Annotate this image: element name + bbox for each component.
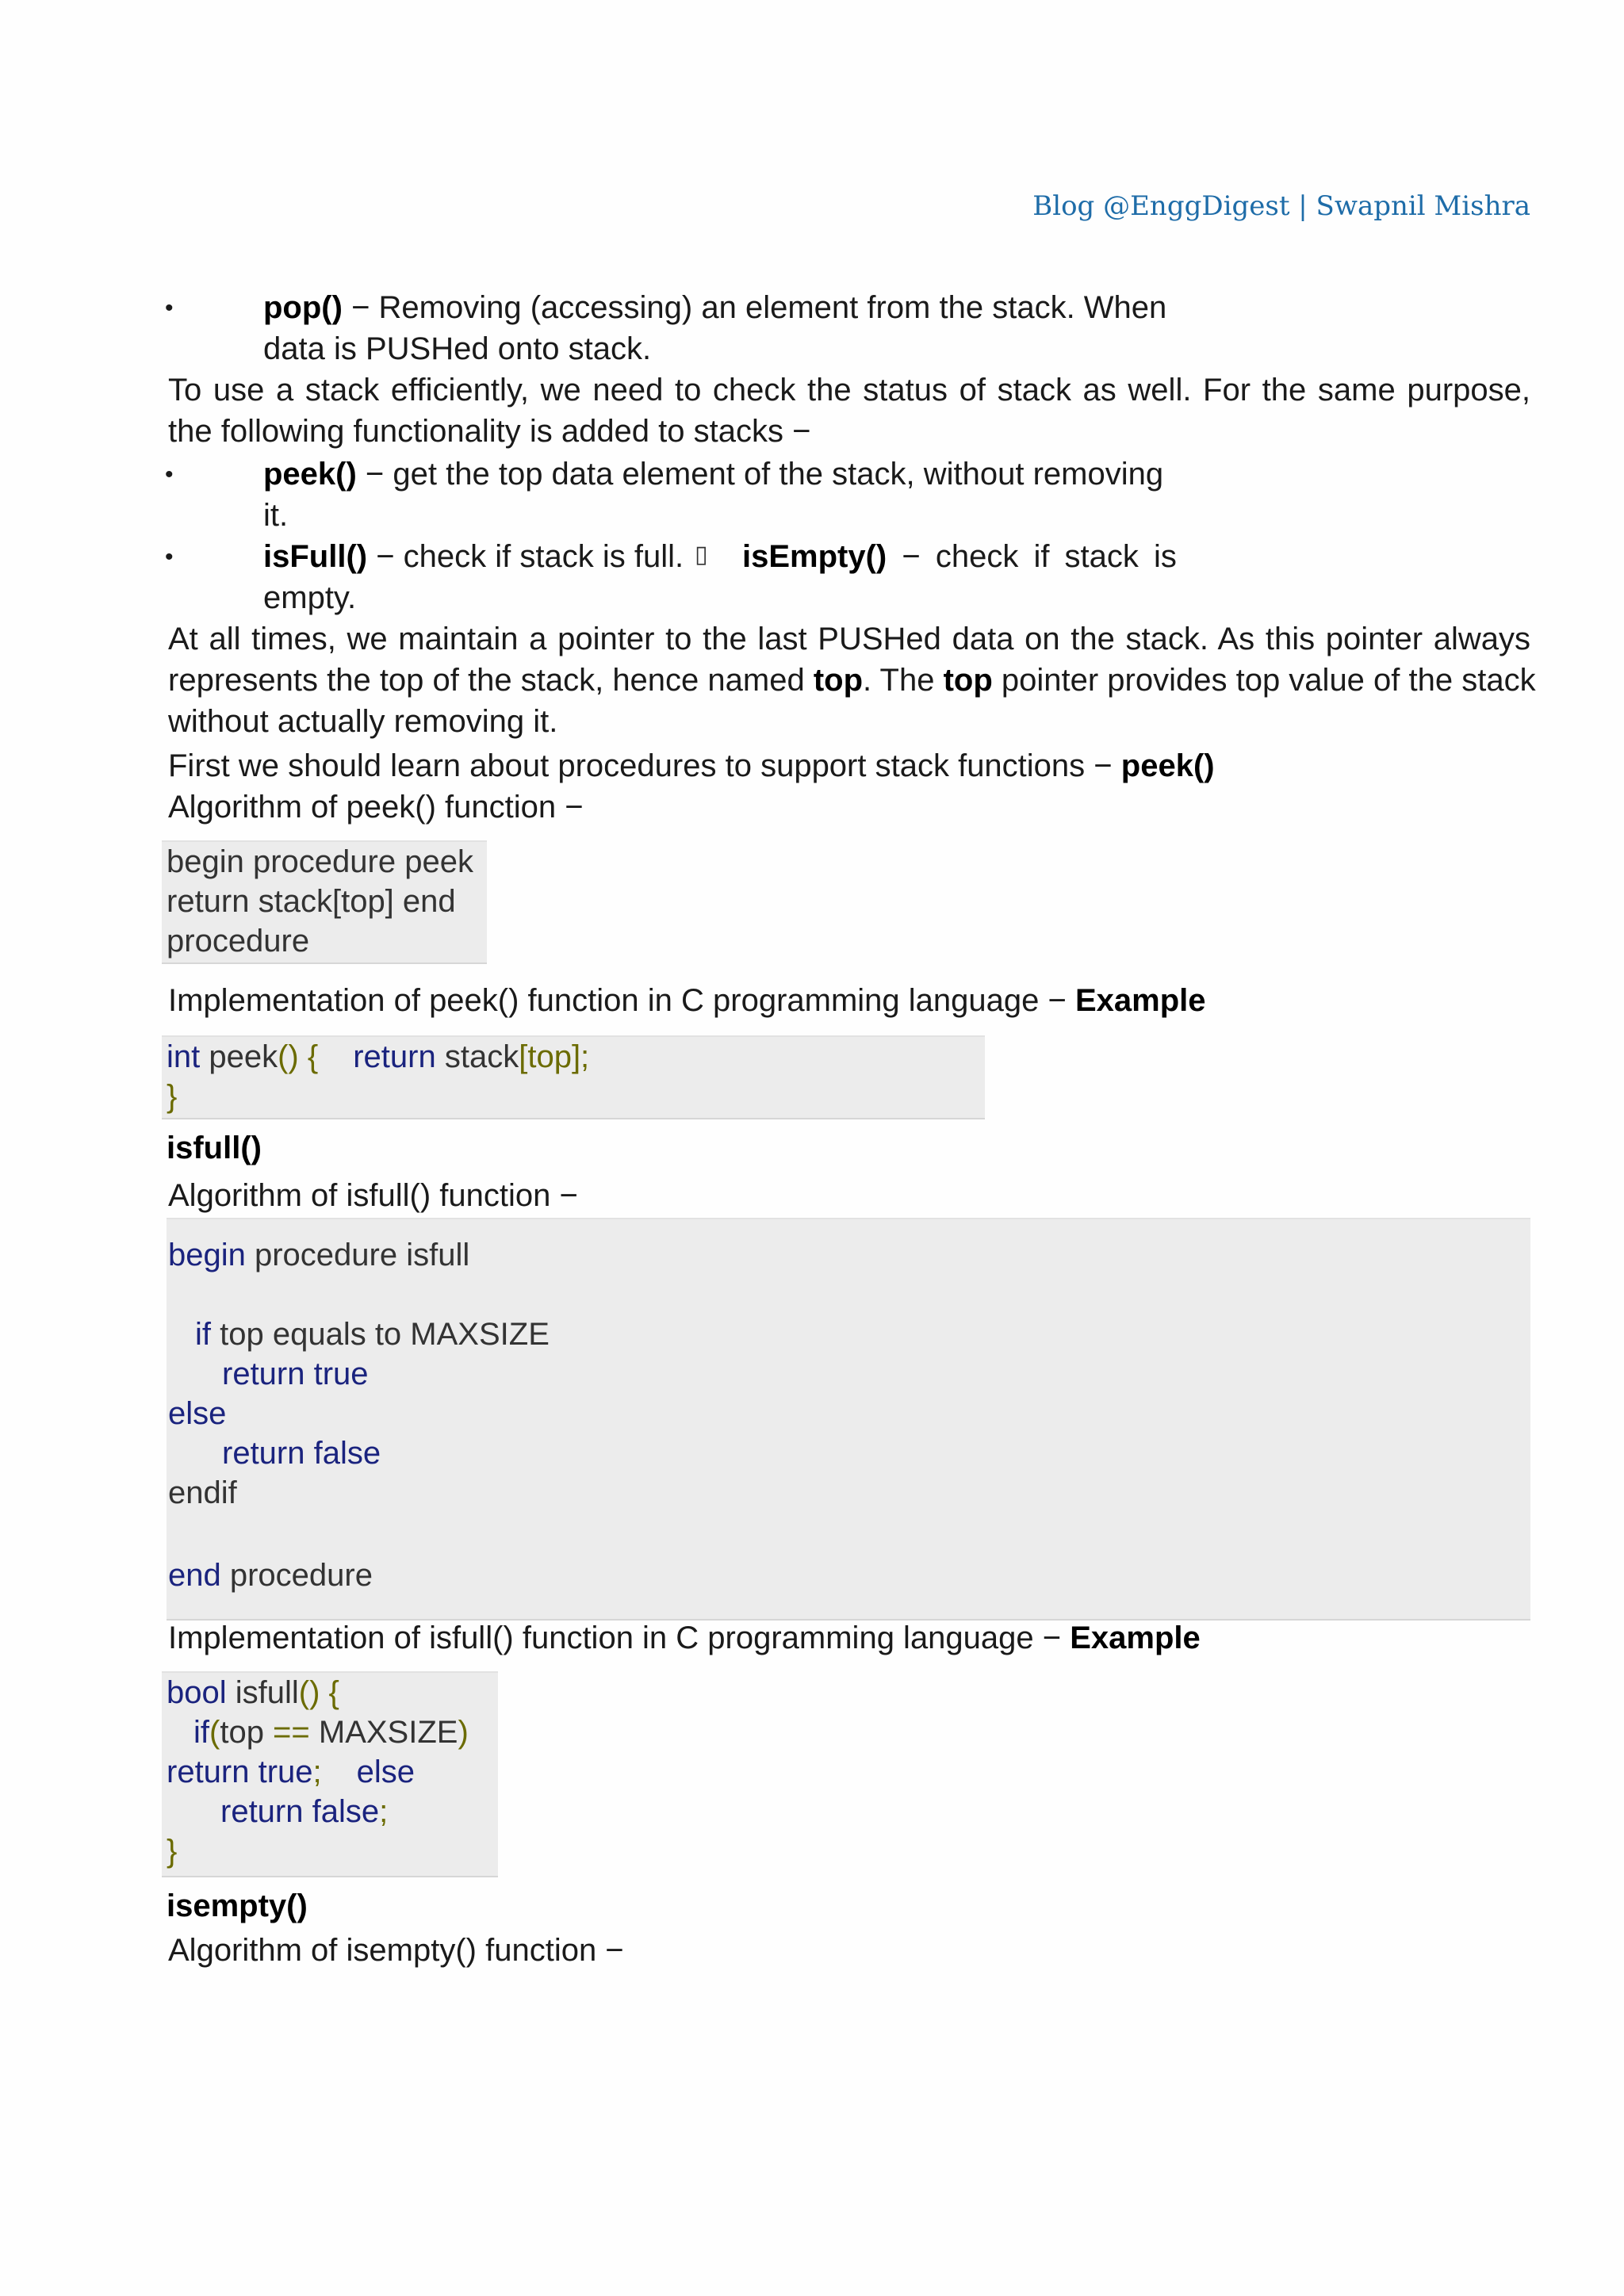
algo-isfull-label: Algorithm of isfull() function − [168, 1178, 578, 1213]
c-close-paren: ) [458, 1715, 469, 1750]
peek-desc-1: − get the top data element of the stack, without removing [356, 457, 1164, 492]
isempty-heading-text: isempty() [167, 1888, 308, 1923]
c-index: [top]; [519, 1039, 590, 1074]
isfull-c-line-3 [167, 1752, 415, 1792]
c-paren: () { [278, 1039, 319, 1074]
c-keyword-bool: bool [167, 1675, 227, 1710]
proc-end: procedure [220, 1558, 373, 1593]
c-func-isfull: isfull [226, 1675, 299, 1710]
isfull-pseudo-end [168, 1556, 373, 1595]
isempty-name: isEmpty() [742, 539, 887, 574]
isempty-heading [167, 1885, 308, 1927]
pointer-text-b: . The [863, 663, 944, 698]
c-keyword-if: if [193, 1715, 209, 1750]
pointer-text-a: represents the top of the stack, hence named [168, 663, 814, 698]
c-var-top: top [220, 1715, 274, 1750]
proc-isfull: procedure isfull [245, 1238, 470, 1272]
peek-desc-2: it. [263, 498, 289, 533]
c-keyword-int: int [167, 1039, 201, 1074]
c-keyword-else: else [356, 1755, 416, 1789]
impl-isfull-line [168, 1617, 1201, 1659]
impl-isfull-text: Implementation of isfull() function in C programming language − [168, 1621, 1071, 1655]
c-open-paren: ( [209, 1715, 220, 1750]
c-keyword-return: return [353, 1039, 436, 1074]
c-semi-1: ; [312, 1755, 322, 1789]
pointer-para-line-1: At all times, we maintain a pointer to the last PUSHed data on the stack. As this pointer always [168, 622, 1530, 656]
bullet-pop: • [165, 295, 174, 321]
pop-desc-2: data is PUSHed onto stack. [263, 331, 652, 366]
kw-if: if [195, 1317, 211, 1352]
pop-line-1 [263, 287, 1166, 328]
isfull-pseudo-return-false: return false [222, 1436, 381, 1471]
kw-begin: begin [168, 1238, 246, 1272]
pop-desc-1: − Removing (accessing) an element from the stack. When [342, 290, 1167, 325]
isfull-name: isFull() [263, 539, 368, 574]
isfull-pseudo-endif: endif [168, 1475, 237, 1510]
peek-pseudo-line-2: return stack[top] end [167, 884, 456, 919]
impl-isfull-example: Example [1070, 1621, 1201, 1655]
peek-pseudo-line-3: procedure [167, 924, 310, 959]
first-learn-bold: peek() [1120, 748, 1215, 783]
isfull-pseudo-return-true: return true [222, 1357, 369, 1391]
first-learn-line [168, 745, 1215, 786]
paragraph-efficiency: To use a stack efficiently, we need to check the status of stack as well. For the same purpose, the following functionality is added to stacks − [168, 373, 1530, 449]
isfull-pseudo-if [195, 1314, 550, 1354]
isempty-line-1 [742, 536, 1177, 577]
pointer-text-c: pointer provides top value of the stack [992, 663, 1536, 698]
isfull-c-close-brace: } [167, 1834, 178, 1869]
algo-peek-label: Algorithm of peek() function − [168, 790, 584, 825]
isfull-desc: − check if stack is full. [367, 539, 684, 574]
peek-c-close-brace: } [167, 1079, 178, 1114]
pointer-para-line-2 [168, 660, 1536, 701]
peek-pseudo-line-1: begin procedure peek [167, 844, 473, 879]
isfull-c-line-1 [167, 1673, 339, 1712]
impl-peek-text: Implementation of peek() function in C programming language − [168, 983, 1075, 1018]
peek-c-line-1 [167, 1037, 589, 1077]
c-const-maxsize: MAXSIZE [309, 1715, 458, 1750]
isfull-pseudo-else: else [168, 1396, 227, 1431]
bullet-peek: • [165, 461, 174, 488]
c-op-eq: == [273, 1715, 310, 1750]
missing-glyph-icon: ▯ [695, 541, 708, 568]
isfull-line-1 [263, 536, 684, 577]
isfull-c-line-2 [193, 1712, 469, 1752]
pointer-para-line-3: without actually removing it. [168, 704, 558, 739]
kw-end: end [168, 1558, 221, 1593]
peek-name: peek() [263, 457, 357, 492]
peek-line-1 [263, 453, 1163, 495]
first-learn-text: First we should learn about procedures to support stack functions − [168, 748, 1121, 783]
isfull-heading-text: isfull() [167, 1131, 262, 1165]
isfull-c-line-4 [220, 1792, 388, 1831]
c-expr-stack: stack [435, 1039, 519, 1074]
c-semi-2: ; [379, 1794, 389, 1829]
top-term-1: top [813, 663, 864, 698]
c-paren-isfull: () { [298, 1675, 339, 1710]
c-func-peek: peek [200, 1039, 278, 1074]
if-cond: top equals to MAXSIZE [211, 1317, 550, 1352]
page-header: Blog @EnggDigest | Swapnil Mishra [1032, 190, 1530, 222]
isempty-desc-1: − check if stack is [887, 539, 1177, 574]
c-return-false: return false [220, 1794, 380, 1829]
top-term-2: top [943, 663, 993, 698]
isempty-desc-2: empty. [263, 580, 357, 615]
impl-peek-example: Example [1074, 983, 1206, 1018]
c-return-true: return true [167, 1755, 313, 1789]
bullet-isfull: • [165, 544, 174, 570]
pop-name: pop() [263, 290, 343, 325]
isfull-pseudo-begin [168, 1235, 469, 1275]
isfull-heading [167, 1127, 262, 1169]
algo-isempty-label: Algorithm of isempty() function − [168, 1933, 624, 1968]
impl-peek-line [168, 980, 1206, 1021]
